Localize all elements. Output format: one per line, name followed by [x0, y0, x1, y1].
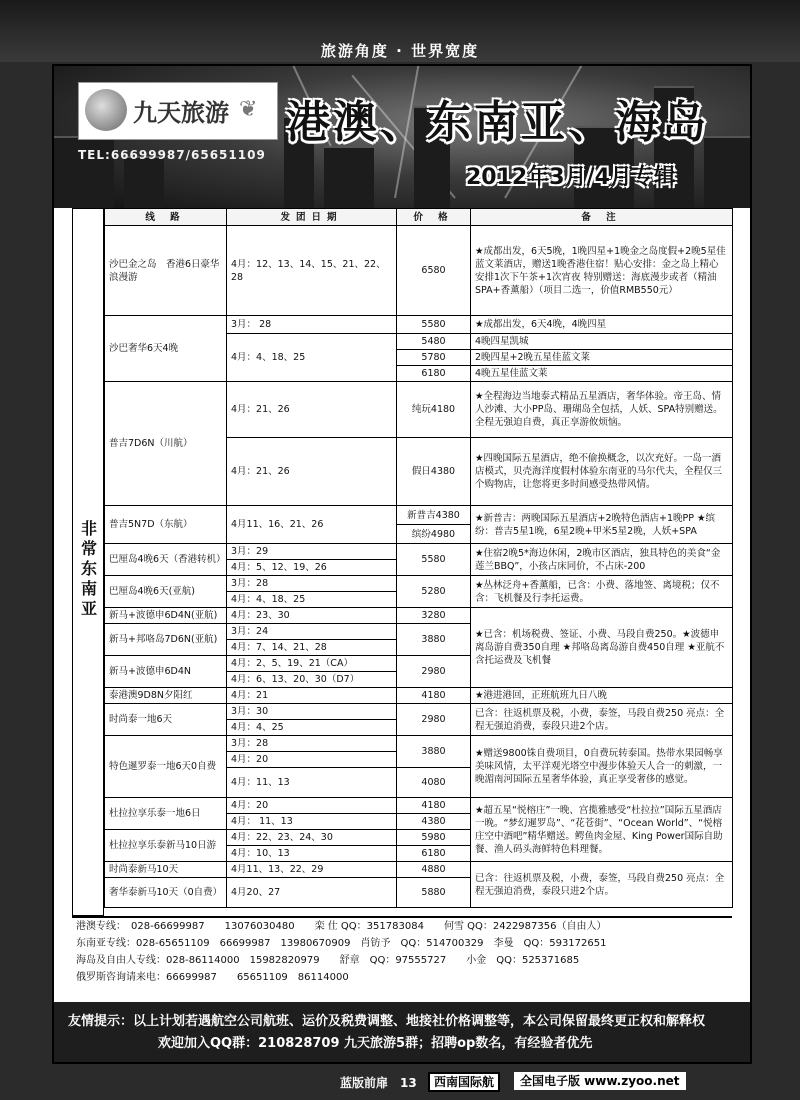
table-row [105, 608, 733, 624]
date-cell: 3月：28 [227, 576, 397, 592]
route-cell: 杜拉拉享乐泰一地6日 [105, 798, 227, 830]
date-cell: 4月11、16、21、26 [227, 506, 397, 544]
note-cell: ★超五星“悦榕庄”一晚、宫揽雅感受“杜拉拉”国际五星酒店一晚。“梦幻暹罗岛”、“花苍街”、“Ocean World”、“悦榕庄空中酒吧”精华赠送。鳄鱼肉金屋、King Power国际自助餐、渔人码头海鲜特色料理餐。 [471, 798, 733, 862]
route-cell: 特色暹罗泰一地6天0自费 [105, 736, 227, 798]
table-row [105, 316, 733, 334]
note-cell: ★港进港回，正班航班九日八晚 [471, 688, 733, 704]
col-header-date: 发团日期 [227, 209, 397, 226]
date-cell: 3月： 28 [227, 316, 397, 334]
contact-line-islands: 海岛及自由人专线：028-86114000 15982820979 舒章 QQ：97555727 小金 QQ：525371685 [76, 955, 580, 966]
table-row [105, 862, 733, 878]
logo-swirl-icon: ❦ [239, 97, 258, 122]
date-cell: 4月：23、30 [227, 608, 397, 624]
date-cell: 4月：21 [227, 688, 397, 704]
banner [54, 66, 750, 208]
note-cell: ★全程海边当地泰式精品五星酒店，奢华体验。帝王岛、情人沙滩、大小PP岛、珊瑚岛全包括，人妖、SPA特别赠送。全程无强迫自费，真正享游攸烦恼。 [471, 382, 733, 438]
note-cell: 已含：往返机票及税，小费，泰签，马段自费250 亮点：全程无强迫消费，泰段只进2个店。 [471, 704, 733, 736]
note-cell: 已含：往返机票及税，小费，泰签，马段自费250 亮点：全程无强迫消费，泰段只进2个店。 [471, 862, 733, 908]
note-cell: ★成都出发，6天5晚，1晚四星+1晚金之岛度假+2晚5星佳蓝文莱酒店，赠送1晚香港住宿！贴心安排：金之岛上精心安排1次下午茶+1次宵夜 特别赠送：海底漫步或者（精油SPA+香薰船）（项目二选一，价值RMB550元） [471, 226, 733, 316]
route-cell: 时尚泰一地6天 [105, 704, 227, 736]
itinerary-table [104, 208, 733, 908]
note-cell: ★成都出发，6天4晚，4晚四星 [471, 316, 733, 334]
route-cell: 普吉5N7D（东航） [105, 506, 227, 544]
date-cell: 4月：20 [227, 752, 397, 768]
price-cell: 5480 [397, 334, 471, 350]
table-row [105, 544, 733, 560]
price-cell: 4380 [397, 814, 471, 830]
qq-group-notice: 欢迎加入QQ群：210828709 九天旅游5群；招聘op数名，有经验者优先 [158, 1036, 593, 1051]
date-cell: 3月：29 [227, 544, 397, 560]
price-cell: 5580 [397, 316, 471, 334]
date-cell: 4月：7、14、21、28 [227, 640, 397, 656]
price-cell: 3880 [397, 736, 471, 768]
col-header-price: 价 格 [397, 209, 471, 226]
route-cell: 杜拉拉享乐泰新马10日游 [105, 830, 227, 862]
route-cell: 普吉7D6N（川航） [105, 382, 227, 506]
date-cell: 4月：21、26 [227, 382, 397, 438]
price-cell: 6180 [397, 366, 471, 382]
col-header-note: 备 注 [471, 209, 733, 226]
contact-line-hk-macau: 港澳专线： 028-66699987 13076030480 栾 仕 QQ：351783084 何雪 QQ：2422987356（自由人） [76, 921, 607, 932]
region-sidebar [72, 208, 104, 916]
skyline-building [124, 156, 164, 208]
date-cell: 4月：20 [227, 798, 397, 814]
company-logo [78, 82, 278, 140]
route-cell: 巴厘岛4晚6天(亚航) [105, 576, 227, 608]
friendly-notice: 友情提示：以上计划若遇航空公司航班、运价及税费调整、地接社价格调整等，本公司保留最终更正权和解释权 [68, 1014, 706, 1029]
date-cell: 4月：22、23、24、30 [227, 830, 397, 846]
region-label: 非常东南亚 [81, 519, 98, 618]
route-cell: 新马+波德申6D4N(亚航) [105, 608, 227, 624]
date-cell: 4月：12、13、14、15、21、22、28 [227, 226, 397, 316]
contact-line-southeast-asia: 东南亚专线：028-65651109 66699987 13980670909 肖钫予 QQ：514700329 李曼 QQ：593172651 [76, 938, 607, 949]
date-cell: 3月：28 [227, 736, 397, 752]
date-cell: 4月： 11、13 [227, 814, 397, 830]
note-cell: ★四晚国际五星酒店，绝不偷换概念，以次充好。一岛一酒店模式，贝壳海洋度假村体验东南亚的马尔代夫，全程仅三个购物店，让您将更多时间感受热带风情。 [471, 438, 733, 506]
skyline-building [704, 136, 750, 208]
price-cell: 纯玩4180 [397, 382, 471, 438]
note-cell: ★赠送9800铢自费项目，0自费玩转泰国。热带水果园畅享美味风情，太平洋观光塔空中漫步体验天人合一的刺激，一晚湄南河国际五星奢华体验，真正享受奢侈的感觉。 [471, 736, 733, 798]
price-cell: 6180 [397, 846, 471, 862]
note-cell: ★丛林泛舟+香薰船，已含：小费、落地签、离境税；仅不含：飞机餐及行李托运费。 [471, 576, 733, 608]
route-cell: 泰港澳9D8N夕阳红 [105, 688, 227, 704]
skyline-building [54, 136, 114, 208]
price-cell: 3880 [397, 624, 471, 656]
date-cell: 4月：11、13 [227, 768, 397, 798]
note-cell: 4晚五星佳蓝文莱 [471, 366, 733, 382]
page-footer [0, 1066, 800, 1100]
date-cell: 4月：2、5、19、21（CA） [227, 656, 397, 672]
price-cell: 4880 [397, 862, 471, 878]
note-cell: ★住宿2晚5*海边休闲，2晚市区酒店，独具特色的美食“金莲兰BBQ”，小孩占床同价，不占床-200 [471, 544, 733, 576]
website-label: 全国电子版 www.zyoo.net [514, 1072, 686, 1090]
table-row [105, 736, 733, 752]
notice-area [54, 1002, 750, 1062]
date-cell: 4月20、27 [227, 878, 397, 908]
publication-name: 西南国际航 [428, 1072, 500, 1092]
price-cell: 2980 [397, 704, 471, 736]
telephone: TEL:66699987/65651109 [78, 148, 266, 162]
logo-globe-icon [85, 89, 127, 131]
note-cell: 4晚四星凯城 [471, 334, 733, 350]
date-cell: 4月：4、25 [227, 720, 397, 736]
top-bar [0, 0, 800, 62]
price-cell: 2980 [397, 656, 471, 688]
date-cell: 3月：24 [227, 624, 397, 640]
price-cell: 4180 [397, 798, 471, 814]
price-cell: 5580 [397, 544, 471, 576]
note-cell: ★新普吉：两晚国际五星酒店+2晚特色酒店+1晚PP ★缤纷：普吉5星1晚，6星2晚+甲米5星2晚，人妖+SPA [471, 506, 733, 544]
note-cell: 2晚四星+2晚五星佳蓝文莱 [471, 350, 733, 366]
route-cell: 巴厘岛4晚6天（香港转机） [105, 544, 227, 576]
price-cell: 5780 [397, 350, 471, 366]
logo-text: 九天旅游 [133, 99, 229, 127]
route-cell: 沙巴金之岛 香港6日豪华浪漫游 [105, 226, 227, 316]
price-cell: 4080 [397, 768, 471, 798]
table-row [105, 226, 733, 316]
page-number: 蓝版前扉 13 [340, 1076, 417, 1090]
table-header-row [105, 209, 733, 226]
route-cell: 时尚泰新马10天 [105, 862, 227, 878]
date-cell: 4月：10、13 [227, 846, 397, 862]
price-cell: 假日4380 [397, 438, 471, 506]
date-cell: 4月：5、12、19、26 [227, 560, 397, 576]
price-cell: 5980 [397, 830, 471, 846]
price-cell: 3280 [397, 608, 471, 624]
subheadline: 2012年3月/4月专辑 [466, 165, 676, 190]
slogan: 旅游角度 · 世界宽度 [320, 42, 480, 60]
price-cell: 4180 [397, 688, 471, 704]
price-cell: 6580 [397, 226, 471, 316]
page-frame [52, 64, 752, 1064]
date-cell: 4月11、13、22、29 [227, 862, 397, 878]
date-cell: 4月：6、13、20、30（D7） [227, 672, 397, 688]
contact-line-russia: 俄罗斯咨询请来电：66699987 65651109 86114000 [76, 972, 349, 983]
route-cell: 沙巴奢华6天4晚 [105, 316, 227, 382]
date-cell: 3月：30 [227, 704, 397, 720]
table-row [105, 576, 733, 592]
table-row [105, 506, 733, 525]
date-cell: 4月：21、26 [227, 438, 397, 506]
price-cell: 5280 [397, 576, 471, 608]
note-cell: ★已含：机场税费、签证、小费、马段自费250。★波德申离岛游自费350自理 ★邦咯岛离岛游自费450自理 ★亚航不含托运费及飞机餐 [471, 608, 733, 688]
content-area [72, 208, 732, 983]
date-cell: 4月：4、18、25 [227, 592, 397, 608]
date-cell: 4月：4、18、25 [227, 334, 397, 382]
headline: 港澳、东南亚、海岛 [286, 97, 709, 148]
price-cell: 新普吉4380 [397, 506, 471, 525]
contact-block [72, 916, 732, 1004]
route-cell: 新马+邦咯岛7D6N(亚航) [105, 624, 227, 656]
price-cell: 缤纷4980 [397, 525, 471, 544]
route-cell: 奢华泰新马10天（0自费） [105, 878, 227, 908]
table-row [105, 798, 733, 814]
route-cell: 新马+波德申6D4N [105, 656, 227, 688]
col-header-route: 线 路 [105, 209, 227, 226]
table-row [105, 704, 733, 720]
price-cell: 5880 [397, 878, 471, 908]
table-row [105, 382, 733, 438]
skyline-building [324, 146, 374, 208]
table-row [105, 688, 733, 704]
